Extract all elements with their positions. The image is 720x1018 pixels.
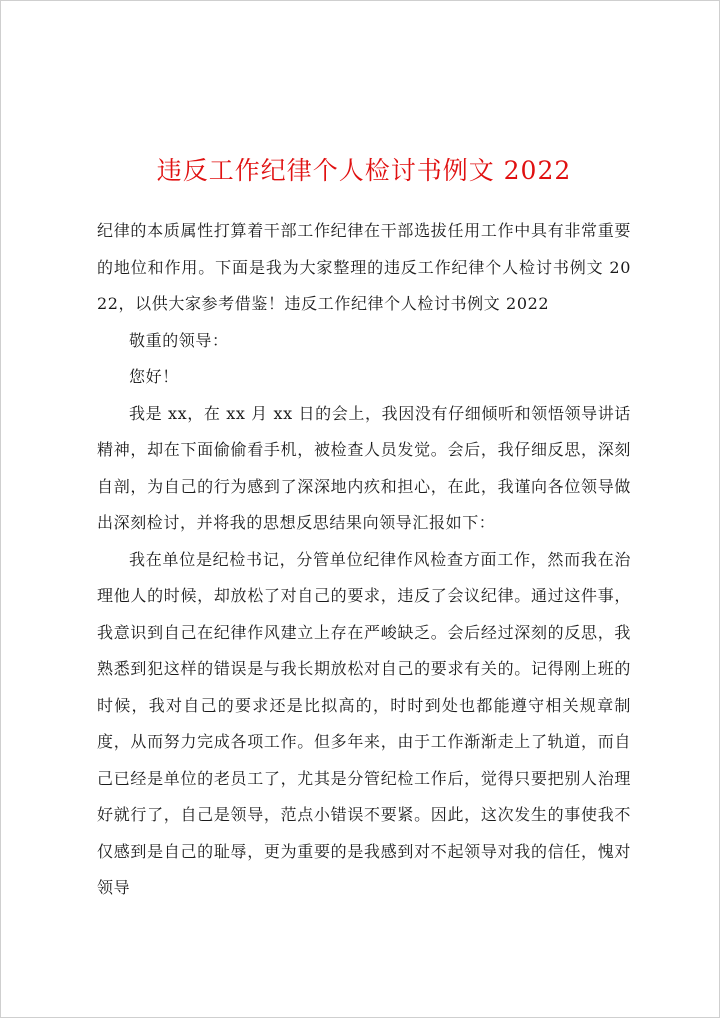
document-title: 违反工作纪律个人检讨书例文 2022 — [156, 156, 572, 185]
salutation: 敬重的领导： — [129, 330, 229, 350]
document-body — [97, 151, 631, 907]
intro-paragraph: 纪律的本质属性打算着干部工作纪律在干部选拔任用工作中具有非常重要的地位和作用。下面是我为大家整理的违反工作纪律个人检讨书例文 2022，以供大家参考借鉴！违反工作纪律个人检讨书例文 2022 — [97, 221, 631, 313]
greeting: 您好！ — [129, 367, 179, 386]
body-paragraph: 我是 xx，在 xx 月 xx 日的会上，我因没有仔细倾听和领悟领导讲话精神，却在下面偷偷看手机，被检查人员发觉。会后，我仔细反思，深刻自剖，为自己的行为感到了深深地内疚和担心，在此，我谨向各位领导做出深刻检讨，并将我的思想反思结果向领导汇报如下： — [97, 403, 631, 532]
body-paragraph: 我在单位是纪检书记，分管单位纪律作风检查方面工作，然而我在治理他人的时候，却放松了对自己的要求，违反了会议纪律。通过这件事，我意识到自己在纪律作风建立上存在严峻缺乏。会后经过深刻的反思，我熟悉到犯这样的错误是与我长期放松对自己的要求有关的。记得刚上班的时候，我对自己的要求还是比拟高的，时时到处也都能遵守相关规章制度，从而努力完成各项工作。但多年来，由于工作渐渐走上了轨道，而自己已经是单位的老员工了，尤其是分管纪检工作后，觉得只要把别人治理好就行了，自己是领导，范点小错误不要紧。因此，这次发生的事使我不仅感到是自己的耻辱，更为重要的是我感到对不起领导对我的信任，愧对领导 — [97, 549, 631, 897]
